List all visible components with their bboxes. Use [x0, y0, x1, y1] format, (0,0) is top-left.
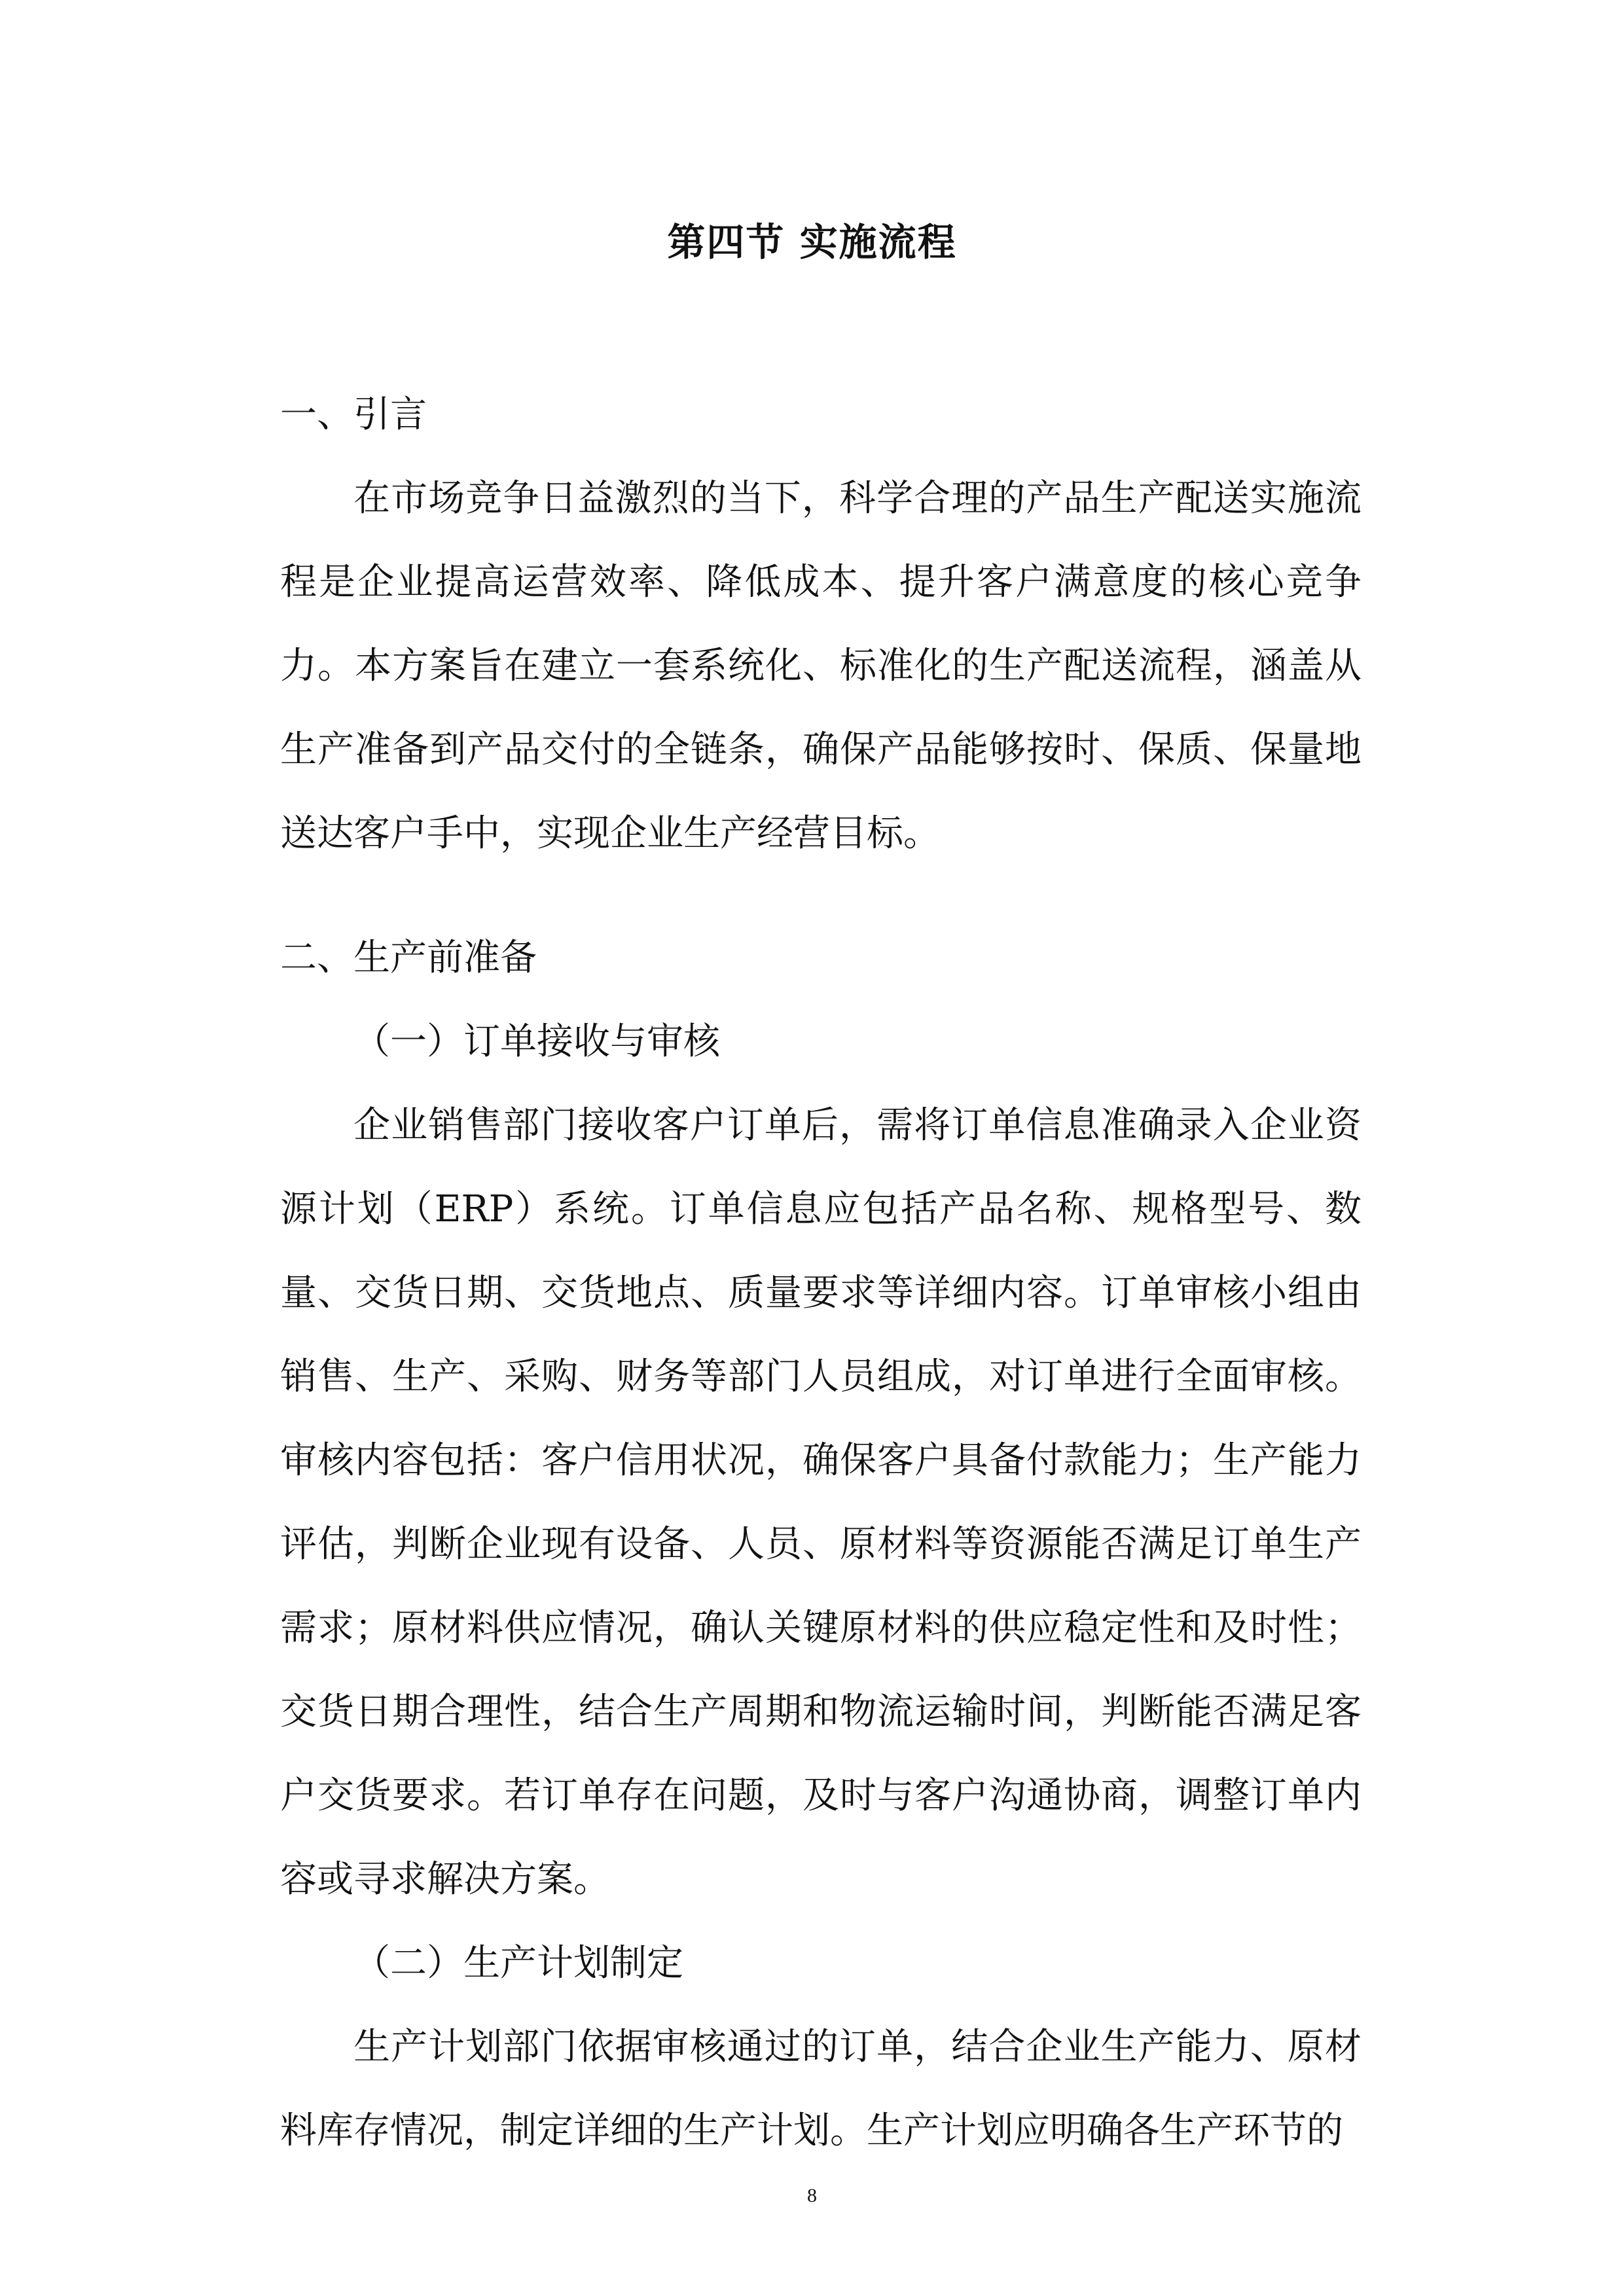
page-number: 8 — [807, 2185, 817, 2206]
order-review-paragraph: 企业销售部门接收客户订单后，需将订单信息准确录入企业资源计划（ERP）系统。订单信息应包括产品名称、规格型号、数量、交货日期、交货地点、质量要求等详细内容。订单审核小组由销售、生产、采购、财务等部门人员组成，对订单进行全面审核。审核内容包括：客户信用状况，确保客户具备付款能力；生产能力评估，判断企业现有设备、人员、原材料等资源能否满足订单生产需求；原材料供应情况，确认关键原材料的供应稳定性和及时性；交货日期合理性，结合生产周期和物流运输时间，判断能否满足客户交货要求。若订单存在问题，及时与客户沟通协商，调整订单内容或寻求解决方案。 — [280, 1104, 1362, 1901]
production-plan-paragraph: 生产计划部门依据审核通过的订单，结合企业生产能力、原材料库存情况，制定详细的生产计划。生产计划应明确各生产环节的 — [280, 2026, 1362, 2152]
section-heading-pre-production: 二、生产前准备 — [280, 937, 537, 979]
page-title: 第四节 实施流程 — [667, 220, 957, 264]
section-heading-introduction: 一、引言 — [280, 393, 427, 436]
subsection-heading-production-plan: （二）生产计划制定 — [353, 1942, 683, 1984]
subsection-heading-order-review: （一）订单接收与审核 — [353, 1020, 720, 1063]
introduction-paragraph: 在市场竞争日益激烈的当下，科学合理的产品生产配送实施流程是企业提高运营效率、降低成本、提升客户满意度的核心竞争力。本方案旨在建立一套系统化、标准化的生产配送流程，涵盖从生产准备到产品交付的全链条，确保产品能够按时、保质、保量地送达客户手中，实现企业生产经营目标。 — [280, 477, 1362, 855]
section-pre-production — [280, 916, 1362, 2173]
section-introduction — [280, 373, 1362, 876]
